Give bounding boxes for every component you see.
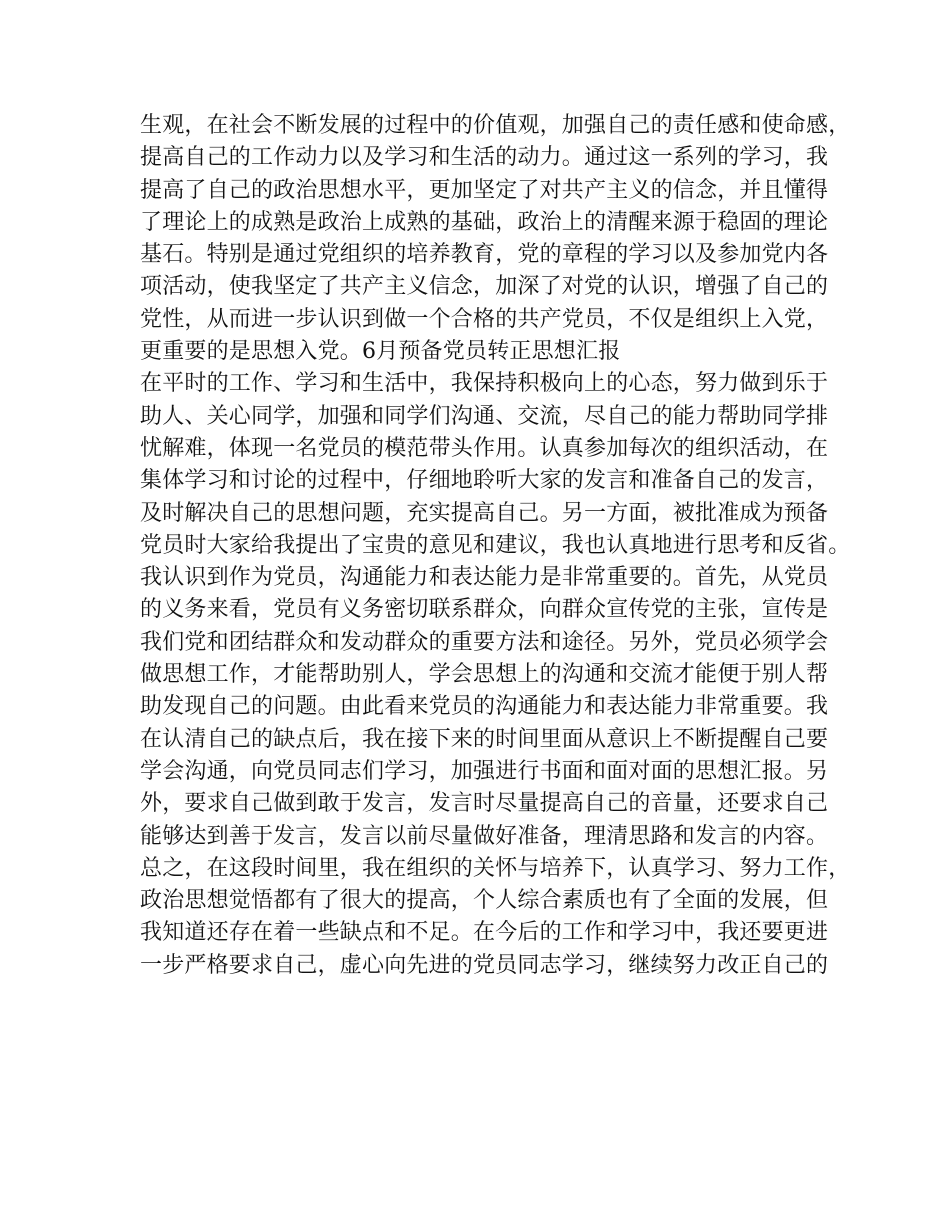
text-line-12: 集体学习和讨论的过程中，仔细地聆听大家的发言和准备自己的发言， <box>140 468 829 494</box>
text-line-5: 基石。特别是通过党组织的培养教育，党的章程的学习以及参加党内各 <box>140 242 829 268</box>
text-line-6: 项活动，使我坚定了共产主义信念，加深了对党的认识，增强了自己的 <box>140 274 829 300</box>
text-line-21: 学会沟通，向党员同志们学习，加强进行书面和面对面的思想汇报。另 <box>140 758 829 784</box>
text-line-9: 在平时的工作、学习和生活中，我保持积极向上的心态，努力做到乐于 <box>140 371 829 397</box>
text-line-8: 更重要的是思想入党。6月预备党员转正思想汇报 <box>140 339 621 365</box>
text-line-4: 了理论上的成熟是政治上成熟的基础，政治上的清醒来源于稳固的理论 <box>140 209 829 235</box>
text-line-20: 在认清自己的缺点后，我在接下来的时间里面从意识上不断提醒自己要 <box>140 726 829 752</box>
text-line-27: 一步严格要求自己，虚心向先进的党员同志学习，继续努力改正自己的 <box>140 952 829 978</box>
text-line-25: 政治思想觉悟都有了很大的提高，个人综合素质也有了全面的发展，但 <box>140 888 829 914</box>
text-line-23: 能够达到善于发言，发言以前尽量做好准备，理清思路和发言的内容。 <box>140 823 829 849</box>
text-line-1: 生观，在社会不断发展的过程中的价值观，加强自己的责任感和使命感， <box>140 113 851 138</box>
text-line-19: 助发现自己的问题。由此看来党员的沟通能力和表达能力非常重要。我 <box>140 694 829 720</box>
text-line-7: 党性，从而进一步认识到做一个合格的共产党员，不仅是组织上入党， <box>140 306 829 332</box>
text-line-3: 提高了自己的政治思想水平，更加坚定了对共产主义的信念，并且懂得 <box>140 177 829 203</box>
text-line-17: 我们党和团结群众和发动群众的重要方法和途径。另外，党员必须学会 <box>140 629 829 655</box>
text-line-13: 及时解决自己的思想问题，充实提高自己。另一方面，被批准成为预备 <box>140 500 829 526</box>
document-body <box>140 110 851 982</box>
text-line-10: 助人、关心同学，加强和同学们沟通、交流，尽自己的能力帮助同学排 <box>140 403 829 429</box>
text-line-11: 忧解难，体现一名党员的模范带头作用。认真参加每次的组织活动，在 <box>140 435 829 461</box>
text-line-16: 的义务来看，党员有义务密切联系群众，向群众宣传党的主张，宣传是 <box>140 597 829 623</box>
text-line-26: 我知道还存在着一些缺点和不足。在今后的工作和学习中，我还要更进 <box>140 920 829 946</box>
text-line-2: 提高自己的工作动力以及学习和生活的动力。通过这一系列的学习，我 <box>140 145 829 171</box>
text-line-24: 总之，在这段时间里，我在组织的关怀与培养下，认真学习、努力工作， <box>140 855 851 881</box>
text-line-15: 我认识到作为党员，沟通能力和表达能力是非常重要的。首先，从党员 <box>140 565 829 591</box>
text-line-14: 党员时大家给我提出了宝贵的意见和建议，我也认真地进行思考和反省。 <box>140 532 851 558</box>
text-line-22: 外，要求自己做到敢于发言，发言时尽量提高自己的音量，还要求自己 <box>140 791 829 817</box>
text-line-18: 做思想工作，才能帮助别人，学会思想上的沟通和交流才能便于别人帮 <box>140 662 829 688</box>
